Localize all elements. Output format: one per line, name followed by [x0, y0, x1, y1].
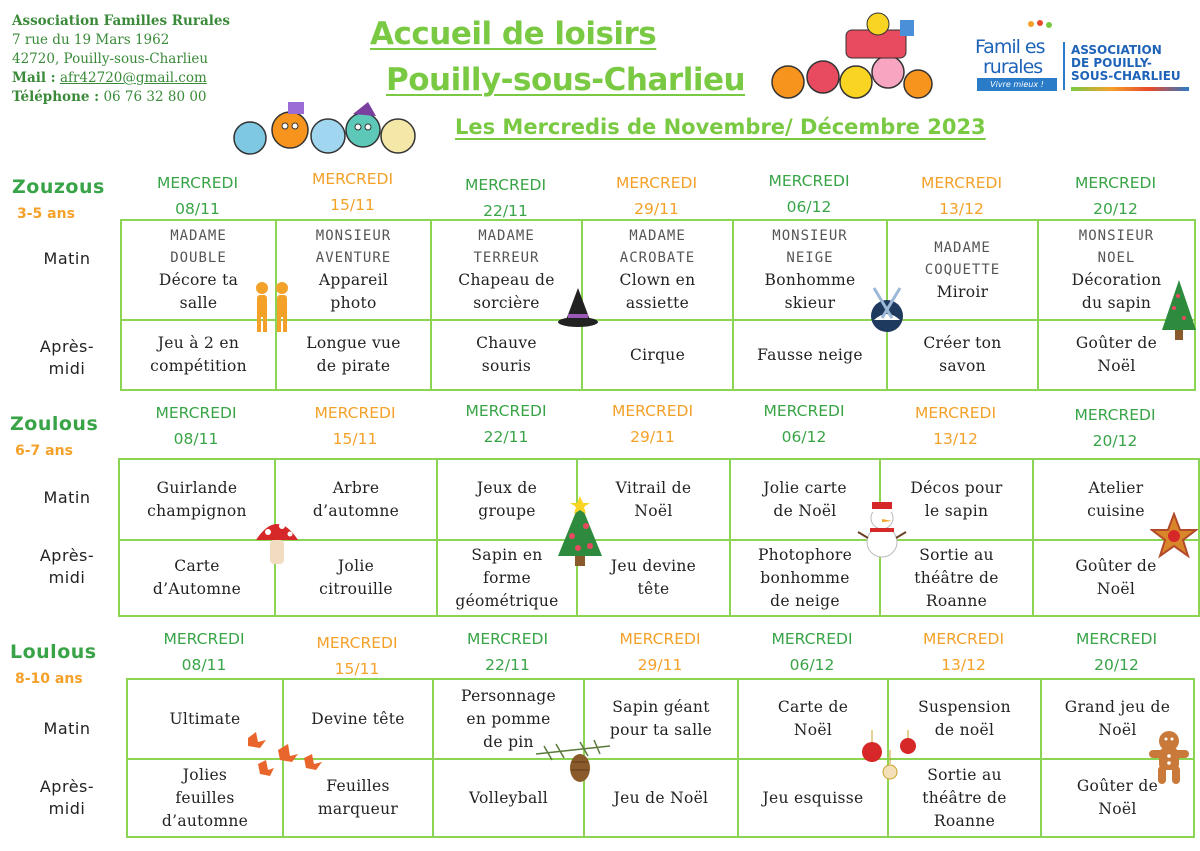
group-label-2 [10, 641, 97, 687]
activity-cell: MONSIEUR AVENTURE Appareil photo [276, 220, 431, 320]
mushroom-icon [252, 514, 302, 568]
character-name: MADAME [170, 228, 227, 244]
gingerbread-man-icon [1146, 730, 1192, 786]
activity-cell: Vitrail de Noël [577, 459, 730, 540]
city: 42720, Pouilly-sous-Charlieu [12, 51, 209, 67]
christmas-baubles-icon [858, 730, 920, 782]
activity-cell: Goûter de Noël [1041, 759, 1194, 837]
date-header: MERCREDI 13/12 [914, 404, 997, 448]
snowman-icon [852, 498, 912, 560]
date-header: MERCREDI 06/12 [763, 402, 845, 446]
activity-cell: Ultimate [127, 679, 283, 759]
activity-cell: Jeu à 2 en compétition [121, 320, 276, 390]
date-header: MERCREDI 15/11 [311, 170, 394, 214]
date-header: MERCREDI 15/11 [314, 404, 396, 448]
activity-cell: Goûter de Noël [1038, 320, 1195, 390]
character-name: ACROBATE [619, 250, 696, 266]
activity-cell: Sortie au théâtre de Roanne [888, 759, 1041, 837]
logo-association-text: ASSOCIATION DE POUILLY- SOUS-CHARLIEU [1071, 43, 1181, 83]
activity-cell: Chauve souris [431, 320, 582, 390]
activity-cell: Créer ton savon [887, 320, 1038, 390]
street: 7 rue du 19 Mars 1962 [12, 32, 170, 48]
activity-cell: Sapin en forme géométrique [437, 540, 577, 616]
logo-mark [975, 20, 1057, 92]
activity-cell: Longue vue de pirate [276, 320, 431, 390]
activity-cell: Arbre d’automne [275, 459, 437, 540]
activity-cell: Jolies feuilles d’automne [127, 759, 283, 837]
character-name: DOUBLE [170, 250, 227, 266]
activity-cell: MADAME DOUBLE Décore ta salle [121, 220, 276, 320]
group-label-0 [12, 176, 105, 222]
activity-cell: Volleyball [433, 759, 584, 837]
character-name: MADAME [478, 228, 535, 244]
activity-cell: Photophore bonhomme de neige [730, 540, 880, 616]
familles-rurales-logo [975, 20, 1190, 95]
date-header: MERCREDI 20/12 [1075, 630, 1158, 674]
activity-cell: Carte d’Automne [119, 540, 275, 616]
activity-cell: Fausse neige [733, 320, 887, 390]
group-age: 3-5 ans [17, 206, 75, 222]
activity-cell: Jeu esquisse [738, 759, 888, 837]
people-icon [1025, 20, 1055, 36]
character-name: AVENTURE [315, 250, 392, 266]
activity-cell: MADAME ACROBATE Clown en assiette [582, 220, 733, 320]
autumn-leaves-icon [238, 728, 328, 790]
row-label-matin: Matin [43, 249, 91, 268]
date-header: MERCREDI 08/11 [156, 174, 239, 218]
activity-cell: Jolie citrouille [275, 540, 437, 616]
activity-cell: MADAME COQUETTE Miroir [887, 220, 1038, 320]
character-name: MONSIEUR [772, 228, 848, 244]
title-line-1: Accueil de loisirs [370, 16, 657, 52]
character-name: COQUETTE [924, 261, 1001, 278]
logo-word-2: rurales [983, 56, 1043, 78]
christmas-tree-icon-2 [552, 496, 608, 568]
skis-icon [866, 284, 908, 332]
character-name: MONSIEUR [315, 228, 392, 244]
title-line-2: Pouilly-sous-Charlieu [386, 62, 746, 98]
row-label-matin: Matin [43, 488, 91, 507]
activity-cell: Devine tête [283, 679, 433, 759]
date-header: MERCREDI 13/12 [922, 630, 1005, 674]
date-header: MERCREDI 08/11 [155, 404, 237, 448]
activity-cell: Grand jeu de Noël [1041, 679, 1194, 759]
logo-tagline: Vivre mieux ! [977, 78, 1057, 91]
date-header: MERCREDI 15/11 [316, 634, 398, 678]
date-header: MERCREDI 06/12 [771, 630, 853, 674]
activity-cell: Décos pour le sapin [880, 459, 1033, 540]
activity-cell: Carte de Noël [738, 679, 888, 759]
date-header: MERCREDI 29/11 [611, 402, 694, 446]
activity-cell: Jeu de Noël [584, 759, 738, 837]
date-header: MERCREDI 08/11 [163, 630, 245, 674]
activity-cell: Atelier cuisine [1033, 459, 1199, 540]
activity-cell: Jeu devine tête [577, 540, 730, 616]
mr-men-characters-right-illustration [768, 12, 938, 112]
character-name: NOEL [1097, 250, 1136, 266]
date-header: MERCREDI 29/11 [615, 174, 698, 218]
christmas-tree-icon [1158, 278, 1200, 344]
row-label-matin: Matin [43, 719, 91, 738]
group-age: 6-7 ans [15, 443, 73, 459]
character-name: MADAME [629, 228, 686, 244]
activity-cell: Feuilles marqueur [283, 759, 433, 837]
date-header: MERCREDI 22/11 [466, 630, 549, 674]
witch-hat-icon [556, 286, 600, 330]
activity-cell: MONSIEUR NEIGE Bonhomme skieur [733, 220, 887, 320]
activity-cell: Suspension de noël [888, 679, 1041, 759]
row-label-apres-midi: Après- midi [39, 777, 95, 818]
activity-cell: MONSIEUR NOEL Décoration du sapin [1038, 220, 1195, 320]
group-age: 8-10 ans [15, 671, 83, 687]
two-people-icon [248, 280, 296, 334]
row-label-apres-midi: Après- midi [39, 337, 95, 378]
activity-cell: Goûter de Noël [1033, 540, 1199, 616]
pine-cone-icon [534, 726, 612, 784]
activity-cell: MADAME TERREUR Chapeau de sorcière [431, 220, 582, 320]
phone-number: 06 76 32 80 00 [103, 89, 207, 105]
activity-cell: Cirque [582, 320, 733, 390]
logo-word-1: Famil es [975, 36, 1045, 58]
logo-color-bar [1071, 87, 1189, 91]
activity-cell: Sapin géant pour ta salle [584, 679, 738, 759]
character-name: MADAME [934, 239, 991, 256]
group-label-1 [10, 413, 98, 459]
address-block [12, 12, 230, 107]
character-name: TERREUR [473, 250, 540, 266]
date-header: MERCREDI 20/12 [1074, 174, 1157, 218]
activity-cell: Jeux de groupe [437, 459, 577, 540]
star-cookie-icon [1150, 512, 1198, 560]
date-header: MERCREDI 06/12 [768, 172, 850, 216]
character-name: NEIGE [786, 250, 834, 266]
group-name: Zouzous [12, 176, 105, 198]
character-name: MONSIEUR [1078, 228, 1155, 244]
phone-label: Téléphone : [12, 89, 100, 105]
activity-cell: Jolie carte de Noël [730, 459, 880, 540]
group-name: Loulous [10, 641, 97, 663]
date-header: MERCREDI 29/11 [619, 630, 701, 674]
org-name: Association Familles Rurales [12, 13, 231, 29]
activity-cell: Sortie au théâtre de Roanne [880, 540, 1033, 616]
row-label-apres-midi: Après- midi [39, 546, 95, 587]
date-header: MERCREDI 22/11 [464, 176, 547, 220]
group-name: Zoulous [10, 413, 99, 435]
date-header: MERCREDI 20/12 [1074, 406, 1156, 450]
activity-cell: Personnage en pomme de pin [433, 679, 584, 759]
date-header: MERCREDI 13/12 [920, 174, 1003, 218]
logo-separator [1063, 42, 1065, 90]
date-header: MERCREDI 22/11 [465, 402, 547, 446]
mr-men-characters-left-illustration [228, 100, 428, 165]
mail-label: Mail : [12, 70, 56, 86]
subtitle: Les Mercredis de Novembre/ Décembre 2023 [455, 115, 986, 139]
mail-link[interactable]: afr42720@gmail.com [59, 70, 207, 86]
activity-cell: Guirlande champignon [119, 459, 275, 540]
